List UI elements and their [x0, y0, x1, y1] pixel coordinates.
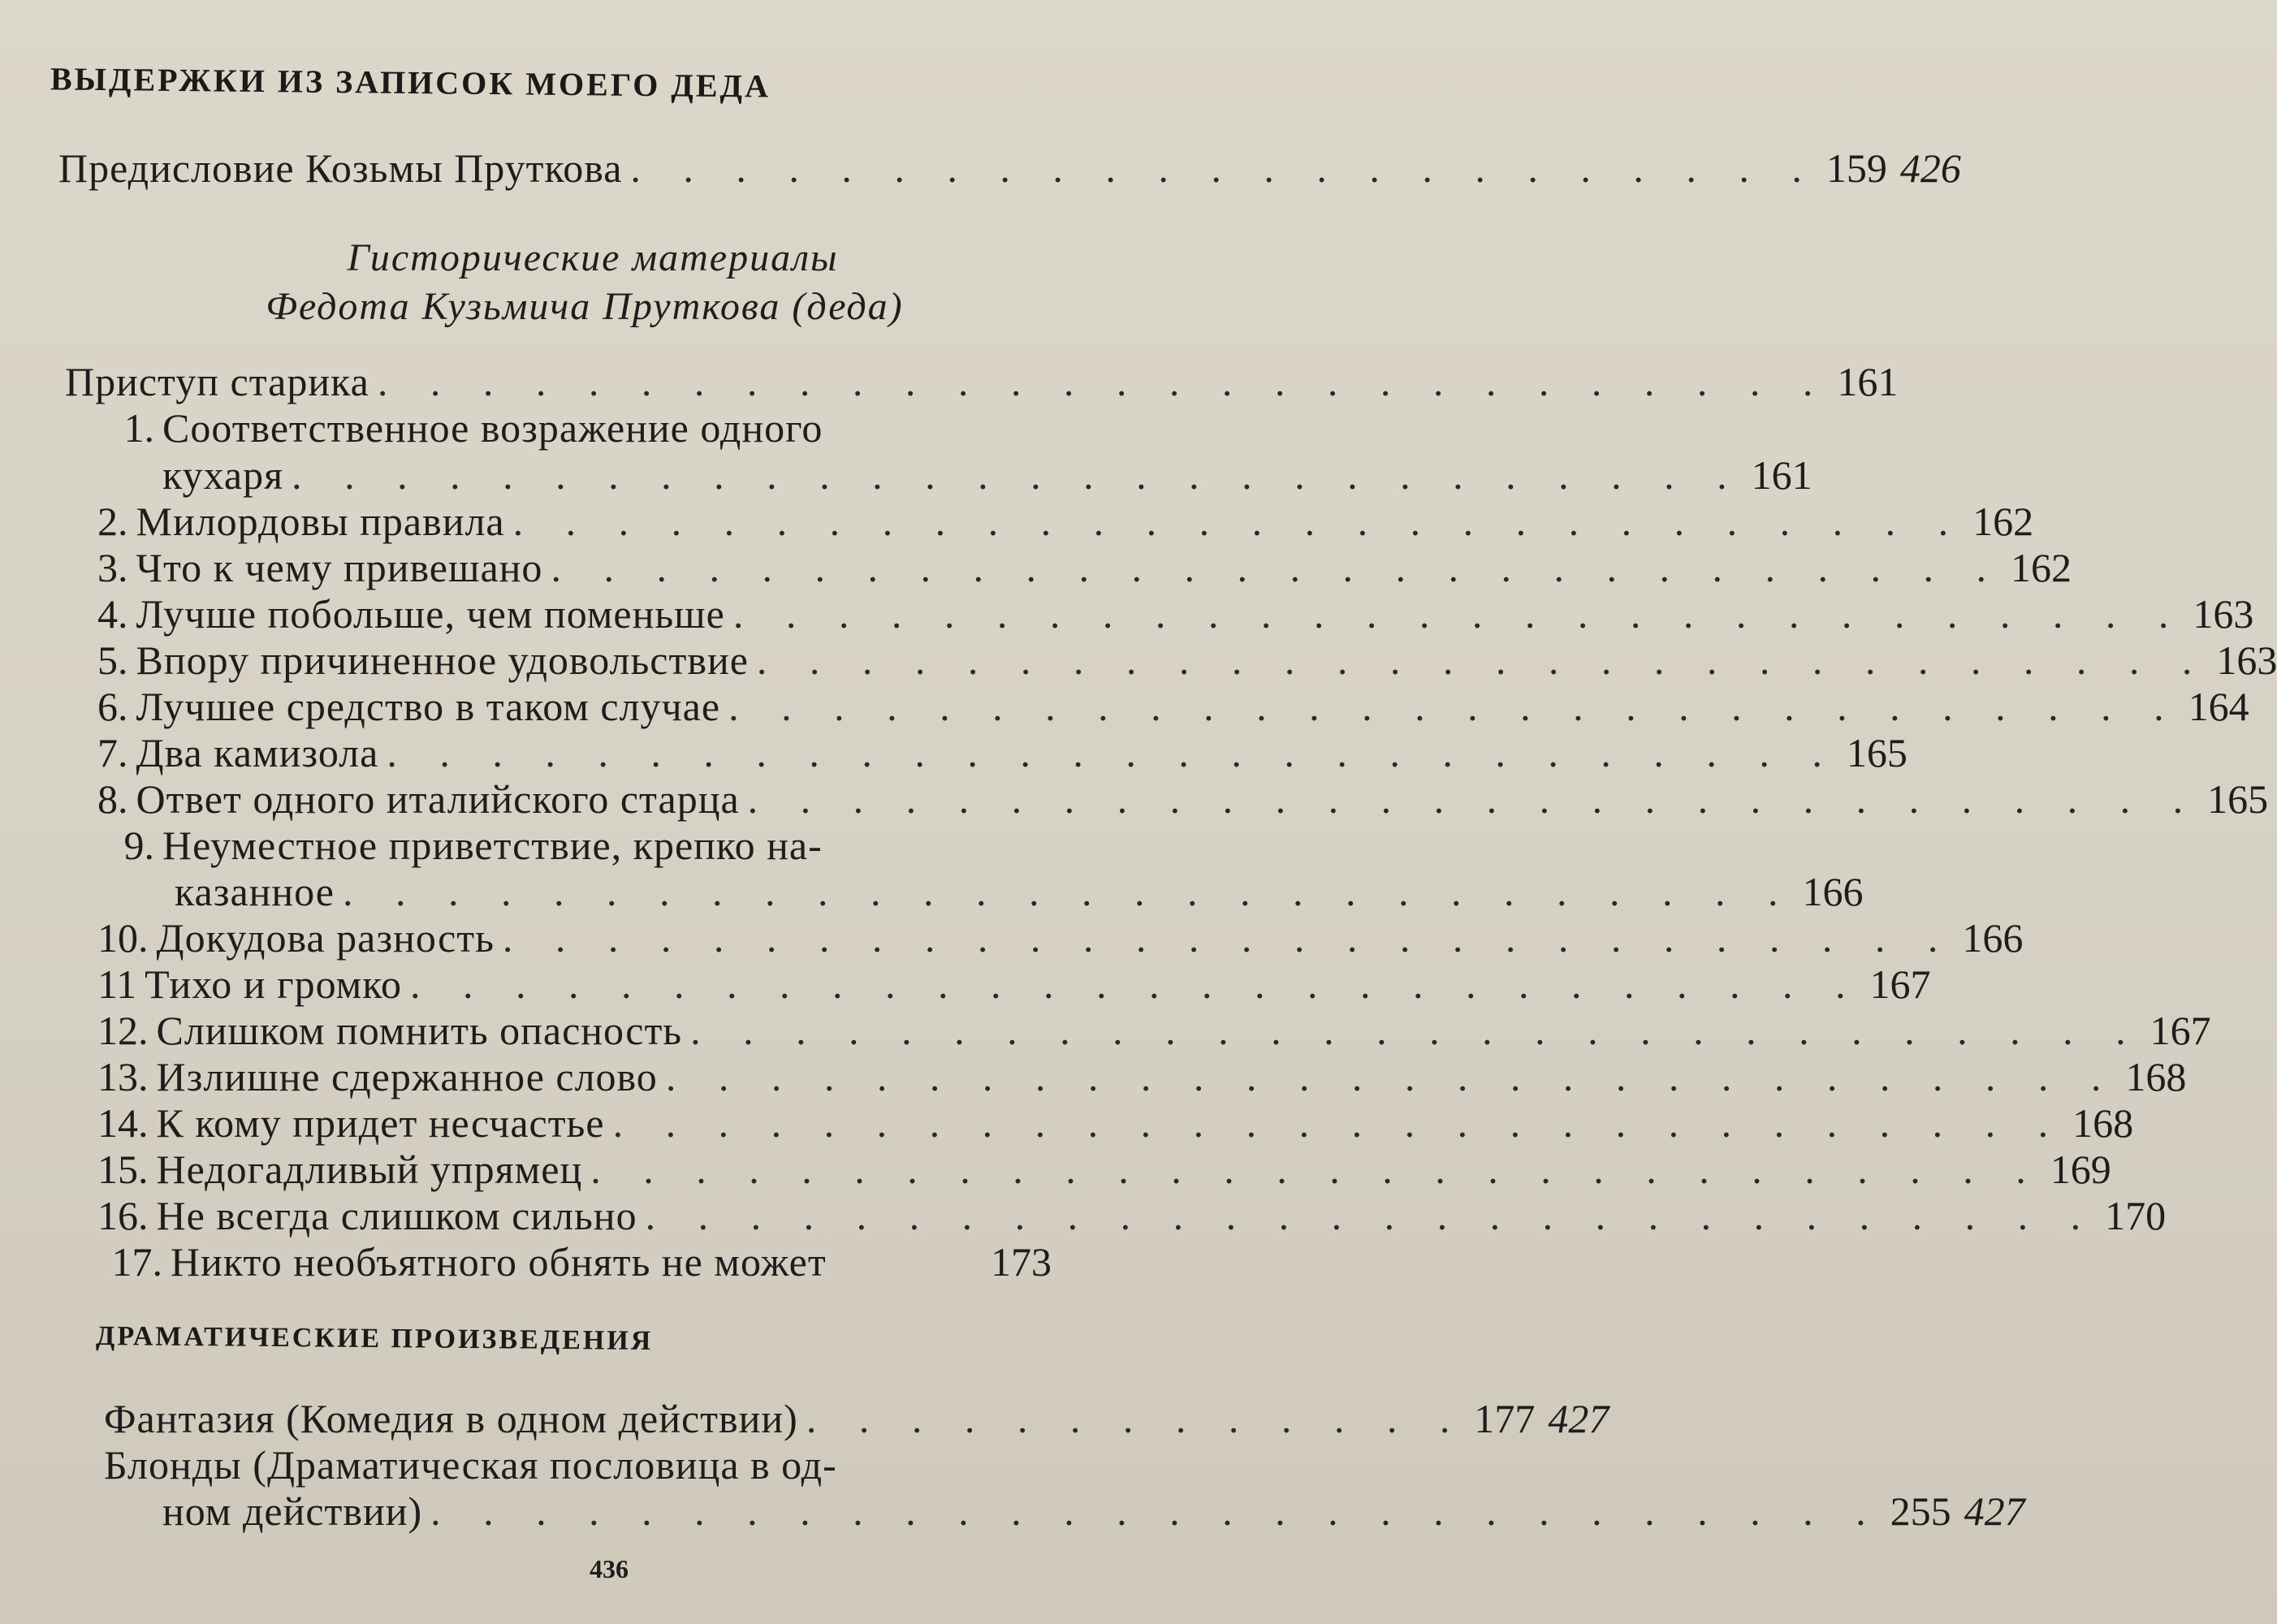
toc-page-number: 162 [2010, 545, 2072, 590]
toc-page-number: 161 [1751, 452, 1813, 498]
toc-entry-16 [97, 1193, 2167, 1238]
toc-entry-title: Два камизола [136, 730, 379, 775]
leader-dots: . . . . . . . . . . . . . [806, 1396, 1467, 1441]
toc-entry-title: Неуместное приветствие, крепко на- [162, 823, 823, 868]
toc-entry-10 [97, 915, 2024, 961]
leader-dots: . . . . . . . . . . . . . . . . . . . . . . . . . . . . [512, 499, 1965, 544]
toc-entry-9-continuation [175, 869, 1864, 914]
toc-page-number: 167 [1869, 961, 1931, 1007]
toc-page-number: 168 [2125, 1054, 2187, 1099]
section-heading-grandfather-notes: ВЫДЕРЖКИ ИЗ ЗАПИСОК МОЕГО ДЕДА [50, 60, 771, 105]
subtitle-line-1: Гисторические материалы [347, 236, 839, 279]
toc-entry-fantasy [104, 1396, 1609, 1441]
toc-entry-number: 8. [97, 776, 128, 822]
toc-entry-title: Не всегда слишком сильно [156, 1193, 637, 1238]
toc-entry-title: Слишком помнить опасность [156, 1008, 683, 1053]
toc-entry-8 [97, 776, 2269, 822]
toc-entry-number: 16. [97, 1193, 149, 1238]
toc-entry-title: Недогадливый упрямец [156, 1147, 583, 1192]
toc-entry-title: Впору причиненное удовольствие [136, 637, 749, 683]
toc-page-number: 164 [2188, 684, 2249, 729]
toc-page-number: 169 [2050, 1147, 2111, 1192]
toc-entry-6 [97, 684, 2249, 729]
toc-entry-11 [97, 961, 1931, 1007]
toc-page-number: 163 [2193, 591, 2254, 637]
toc-entry-number: 14. [97, 1100, 149, 1146]
toc-entry-title: Фантазия (Комедия в одном действии) [104, 1396, 798, 1441]
toc-notes-page: 426 [1899, 145, 1961, 191]
leader-dots: . . . . . . . . . . . . . . . . . . . . . . . . . . . . [665, 1054, 2118, 1099]
leader-dots: . . . . . . . . . . . . . . . . . . . . . . . . . . . . [756, 637, 2209, 683]
toc-page-number: 165 [2207, 776, 2269, 822]
toc-entry-7 [97, 730, 1908, 775]
toc-entry-title: Блонды (Драматическая пословица в од- [104, 1442, 837, 1488]
toc-entry-title: Предисловие Козьмы Пруткова [58, 145, 623, 191]
leader-dots: . . . . . . . . . . . . . . . . . . . . . . . . . . . . [387, 730, 1838, 775]
leader-dots: . . . . . . . . . . . . . . . . . . . . . . . . . . . . [502, 915, 1955, 961]
toc-entry-number: 5. [97, 637, 128, 683]
toc-entry-number: 15. [97, 1147, 149, 1192]
leader-dots: . . . . . . . . . . . . . . . . . . . . . . . . . . . . [292, 452, 1743, 498]
toc-page-number: 159 [1825, 145, 1887, 191]
toc-entry-title: К кому придет несчастье [156, 1100, 605, 1146]
toc-entry-5 [97, 637, 2277, 683]
toc-entry-title: Милордовы правила [136, 499, 505, 544]
leader-dots: . . . . . . . . . . . . . . . . . . . . . . . . . . . . [410, 961, 1862, 1007]
toc-entry-4 [97, 591, 2254, 637]
toc-notes-page: 427 [1548, 1396, 1609, 1441]
toc-entry-number: 2. [97, 499, 128, 544]
toc-entry-title: Приступ старика [65, 359, 369, 404]
toc-entry-title: Лучшее средство в таком случае [136, 684, 721, 729]
toc-entry-title: Соответственное возражение одного [162, 405, 823, 451]
leader-dots: . . . . . . . . . . . . . . . . . . . . . . . . . . . . [645, 1193, 2098, 1238]
leader-dots: . . . . . . . . . . . . . . . . . . . . . . . . . . . . [377, 359, 1830, 404]
toc-page-number: 170 [2105, 1193, 2167, 1238]
toc-entry-number: 17. [111, 1239, 162, 1285]
toc-entry-title: Излишне сдержанное слово [156, 1054, 658, 1099]
toc-entry-blondes [104, 1442, 997, 1488]
toc-entry-title-continuation: кухаря [162, 452, 284, 498]
toc-page-number: 163 [2216, 637, 2277, 683]
toc-entry-number: 4. [97, 591, 128, 637]
toc-entry-number: 13. [97, 1054, 149, 1099]
toc-entry-title: Что к чему привешано [136, 545, 543, 590]
toc-page-number: 173 [991, 1239, 1052, 1285]
toc-entry-number: 1. [123, 405, 154, 451]
leader-dots: . . . . . . . . . . . . . . . . . . . . . . . . . . . . [732, 591, 2185, 637]
toc-page-number: 168 [2072, 1100, 2134, 1146]
toc-entry-1-continuation [162, 452, 1813, 498]
toc-page-number: 167 [2150, 1008, 2211, 1053]
toc-entry-preface [58, 145, 1961, 191]
toc-entry-intro [65, 359, 1899, 404]
toc-entry-13 [97, 1054, 2187, 1099]
leader-dots: . . . . . . . . . . . . . . . . . . . . . . . . . . . . [551, 545, 2003, 590]
toc-entry-number: 6. [97, 684, 128, 729]
toc-entry-title: Ответ одного италийского старца [136, 776, 740, 822]
toc-entry-2 [97, 499, 2034, 544]
toc-page-number: 177 [1474, 1396, 1536, 1441]
leader-dots: . . . . . . . . . . . . . . . . . . . . . . . . . . . . [343, 869, 1795, 914]
toc-entry-title: Тихо и громко [145, 961, 403, 1007]
toc-page-number: 165 [1846, 730, 1908, 775]
toc-entry-17 [97, 1239, 1052, 1285]
toc-page-number: 255 [1890, 1488, 1951, 1534]
section-heading-dramatic-works: ДРАМАТИЧЕСКИЕ ПРОИЗВЕДЕНИЯ [95, 1321, 654, 1356]
leader-dots: . . . . . . . . . . . . . . . . . . . . . . . . . . . . [690, 1008, 2142, 1053]
toc-page-number: 166 [1802, 869, 1864, 914]
leader-dots: . . . . . . . . . . . . . . . . . . . . . . . . . . . . [590, 1147, 2042, 1192]
toc-entry-number: 10. [97, 915, 149, 961]
toc-page-number: 161 [1837, 359, 1899, 404]
toc-page-number: 166 [1962, 915, 2024, 961]
page-number: 436 [590, 1554, 629, 1583]
leader-dots: . . . . . . . . . . . . . . . . . . . . . . . . . . . . [747, 776, 2200, 822]
toc-entry-3 [97, 545, 2072, 590]
toc-entry-number: 3. [97, 545, 128, 590]
toc-page-number: 162 [1972, 499, 2034, 544]
toc-entry-1 [97, 405, 991, 451]
toc-entry-14 [97, 1100, 2134, 1146]
toc-entry-title-continuation: ном действии) [162, 1488, 423, 1534]
toc-notes-page: 427 [1964, 1488, 2025, 1534]
leader-dots: . . . . . . . . . . . . . . . . . . . . . . . . . . . . [728, 684, 2180, 729]
toc-entry-title: Докудова разность [156, 915, 495, 961]
toc-entry-9 [97, 825, 991, 866]
toc-entry-15 [97, 1147, 2111, 1192]
toc-entry-number: 12. [97, 1008, 149, 1053]
toc-entry-number: 7. [97, 730, 128, 775]
toc-entry-number: 11 [97, 961, 137, 1007]
toc-entry-title: Никто необъятного обнять не может [171, 1239, 827, 1285]
toc-entry-title-continuation: казанное [175, 869, 335, 914]
toc-entry-number: 9. [123, 823, 154, 868]
toc-entry-blondes-continuation [162, 1488, 2025, 1534]
leader-dots: . . . . . . . . . . . . . . . . . . . . . . . . . . . . [612, 1100, 2065, 1146]
leader-dots: . . . . . . . . . . . . . . . . . . . . . . . [630, 145, 1818, 191]
toc-entry-title: Лучше побольше, чем поменьше [136, 591, 725, 637]
leader-dots: . . . . . . . . . . . . . . . . . . . . . . . . . . . . [430, 1488, 1882, 1534]
subtitle-line-2: Федота Кузьмича Пруткова (деда) [266, 285, 904, 328]
toc-entry-12 [97, 1008, 2211, 1053]
